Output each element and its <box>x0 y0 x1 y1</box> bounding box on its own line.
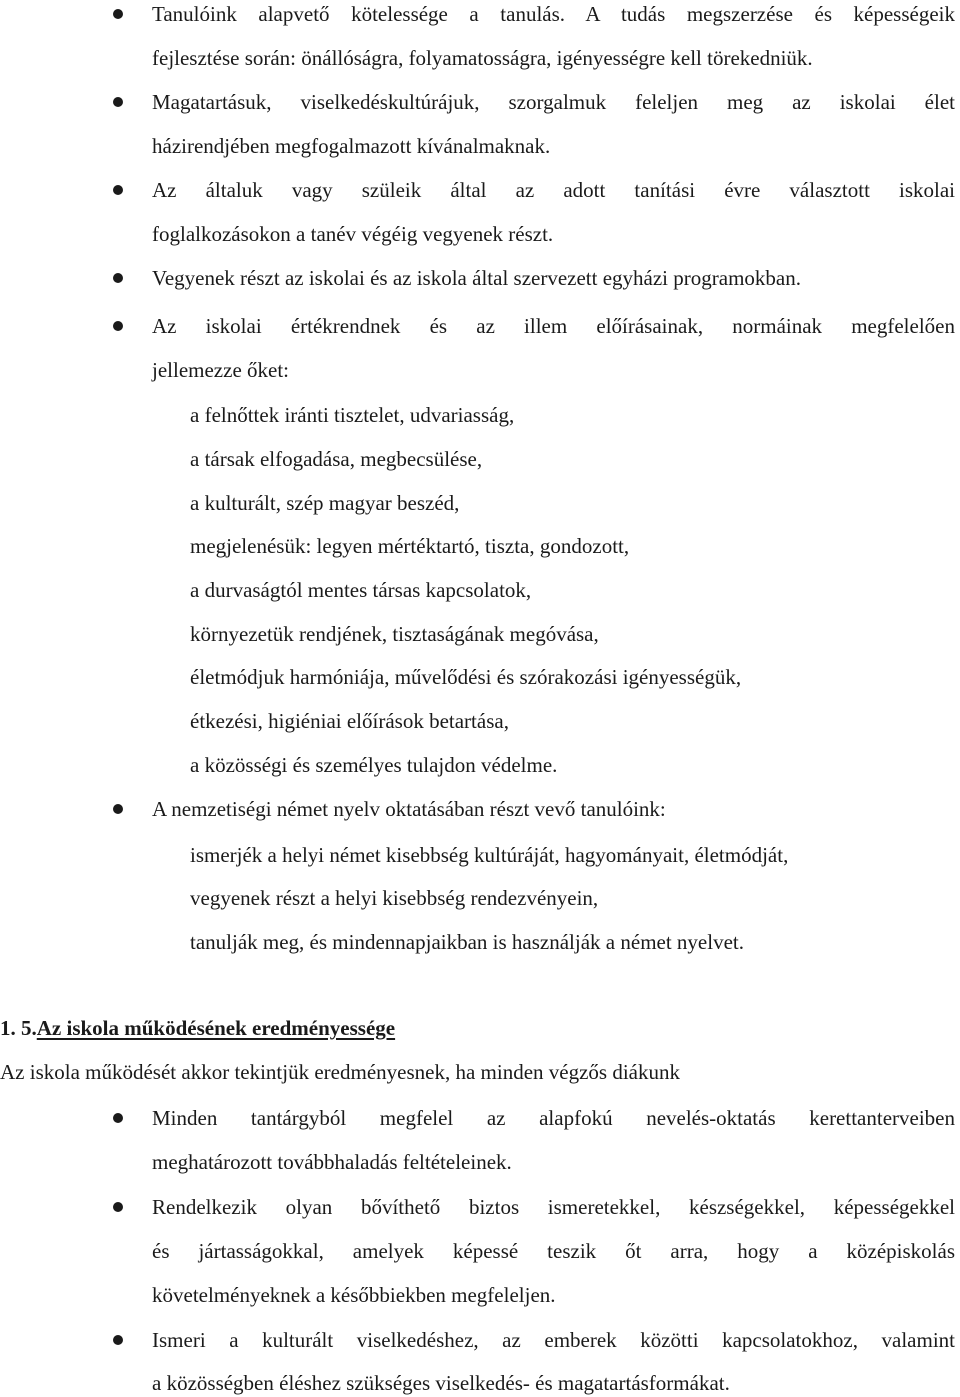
sub-item: a közösségi és személyes tulajdon védelme. <box>190 753 558 777</box>
bullet-icon <box>113 1335 123 1345</box>
sub-item: környezetük rendjének, tisztaságának megóvása, <box>190 622 599 646</box>
bullet-text-line: A nemzetiségi német nyelv oktatásában részt vevő tanulóink: <box>152 797 666 821</box>
bullet-text-line: Az iskolai értékrendnek és az illem előírásainak, normáinak megfelelően <box>152 314 955 338</box>
bullet-icon <box>113 185 123 195</box>
section-heading <box>0 1014 395 1042</box>
sub-item: megjelenésük: legyen mértéktartó, tiszta, gondozott, <box>190 534 630 558</box>
sub-item: tanulják meg, és mindennapjaikban is használják a német nyelvet. <box>190 930 744 954</box>
sub-item: a durvaságtól mentes társas kapcsolatok, <box>190 578 532 602</box>
bullet-text-line: a közösségben éléshez szükséges viselkedés- és magatartásformákat. <box>152 1371 730 1395</box>
bullet-icon <box>113 9 123 19</box>
bullet-icon <box>113 97 123 107</box>
bullet-text-line: Magatartásuk, viselkedéskultúrájuk, szorgalmuk feleljen meg az iskolai élet <box>152 90 955 114</box>
bullet-text-line: Az általuk vagy szüleik által az adott tanítási évre választott iskolai <box>152 178 955 202</box>
bullet-icon <box>113 273 123 283</box>
sub-item: a társak elfogadása, megbecsülése, <box>190 447 483 471</box>
bullet-text-line: és jártasságokkal, amelyek képessé teszik őt arra, hogy a középiskolás <box>152 1239 955 1263</box>
sub-item: a felnőttek iránti tisztelet, udvariasság, <box>190 403 515 427</box>
bullet-icon <box>113 1202 123 1212</box>
section-title: Az iskola működésének eredményessége <box>36 1016 396 1040</box>
bullet-text-line: Ismeri a kulturált viselkedéshez, az emberek közötti kapcsolatokhoz, valamint <box>152 1328 955 1352</box>
bullet-text-line: Tanulóink alapvető kötelessége a tanulás. A tudás megszerzése és képességeik <box>152 2 955 26</box>
bullet-text-line: házirendjében megfogalmazott kívánalmaknak. <box>152 134 551 158</box>
bullet-text-line: meghatározott továbbhaladás feltételeinek. <box>152 1150 512 1174</box>
bullet-icon <box>113 1113 123 1123</box>
bullet-icon <box>113 321 123 331</box>
bullet-text-line: jellemezze őket: <box>152 358 290 382</box>
sub-item: életmódjuk harmóniája, művelődési és szórakozási igényességük, <box>190 665 742 689</box>
bullet-text-line: Rendelkezik olyan bővíthető biztos ismeretekkel, készségekkel, képességekkel <box>152 1195 955 1219</box>
section-intro: Az iskola működését akkor tekintjük eredményesnek, ha minden végzős diákunk <box>0 1060 680 1084</box>
bullet-text-line: Vegyenek részt az iskolai és az iskola által szervezett egyházi programokban. <box>152 266 801 290</box>
bullet-text-line: foglalkozásokon a tanév végéig vegyenek részt. <box>152 222 554 246</box>
bullet-text-line: fejlesztése során: önállóságra, folyamatosságra, igényességre kell törekedniük. <box>152 46 813 70</box>
bullet-text-line: Minden tantárgyból megfelel az alapfokú nevelés-oktatás kerettanterveiben <box>152 1106 955 1130</box>
bullet-text-line: követelményeknek a későbbiekben megfeleljen. <box>152 1283 556 1307</box>
bullet-icon <box>113 804 123 814</box>
section-number: 1. 5. <box>0 1016 37 1040</box>
sub-item: vegyenek részt a helyi kisebbség rendezvényein, <box>190 886 599 910</box>
sub-item: ismerjék a helyi német kisebbség kultúráját, hagyományait, életmódját, <box>190 843 789 867</box>
sub-item: étkezési, higiéniai előírások betartása, <box>190 709 509 733</box>
sub-item: a kulturált, szép magyar beszéd, <box>190 491 460 515</box>
